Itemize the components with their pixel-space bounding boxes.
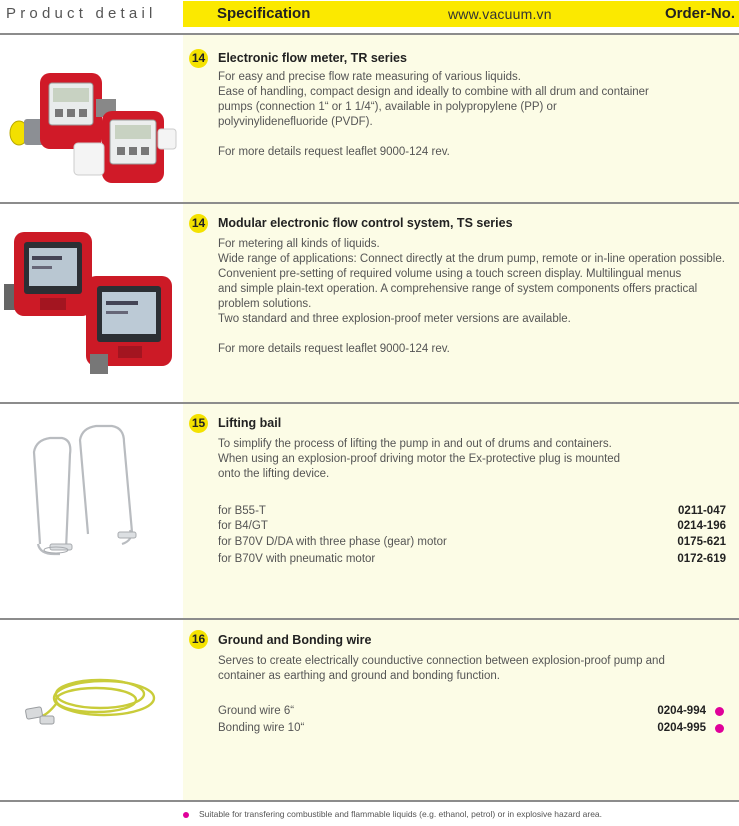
order-item-label: Ground wire 6“ [218,705,295,717]
description-line: For metering all kinds of liquids. [218,238,380,250]
tr-flow-meter-image [0,35,183,202]
description-line: onto the lifting device. [218,468,330,480]
section-body [183,204,739,402]
section-description [218,70,728,160]
section-title: Modular electronic flow control system, TS series [218,216,513,230]
order-item-label: Bonding wire 10“ [218,722,305,734]
order-number: 0204-994 [657,705,706,717]
order-number-label: Order-No. [664,5,735,22]
order-number: 0214-196 [677,520,726,532]
section-title: Lifting bail [218,416,282,430]
product-image-cell [0,620,183,800]
order-item-label: for B4/GT [218,520,268,532]
description-line: Ease of handling, compact design and ideally to combine with all drum and container [218,86,649,98]
section-title: Electronic flow meter, TR series [218,51,407,65]
hazard-dot-icon [715,724,724,733]
section-description [218,437,728,482]
product-image-cell [0,404,183,618]
order-item-label: for B70V D/DA with three phase (gear) motor [218,536,447,548]
description-line: Wide range of applications: Connect directly at the drum pump, remote or in-line operation possible. [218,253,725,265]
product-image-cell [0,204,183,402]
header-yellow-bar [183,1,739,27]
description-line: For easy and precise flow rate measuring of various liquids. [218,71,521,83]
hazard-dot-icon [183,812,189,818]
website-link[interactable]: www.vacuum.vn [448,6,552,22]
description-line: container as earthing and ground and bonding function. [218,670,500,682]
section-body [183,35,739,202]
product-detail-label: Product detail [6,5,157,22]
item-number-badge: 16 [189,630,208,649]
section-lifting-bail [0,404,739,618]
section-tr-flow-meter [0,35,739,202]
header-left-cell [0,0,183,28]
description-line: and simple plain-text operation. A comprehensive range of system components offers practical [218,283,698,295]
description-line: pumps (connection 1“ or 1 1/4“), available in polypropylene (PP) or [218,101,557,113]
ground-wire-image [0,620,183,800]
product-image-cell [0,35,183,202]
item-number-badge: 15 [189,414,208,433]
hazard-dot-icon [715,707,724,716]
section-body [183,620,739,800]
section-description [218,654,728,684]
footnote [0,804,739,826]
description-line: When using an explosion-proof driving motor the Ex-protective plug is mounted [218,453,621,465]
description-line: To simplify the process of lifting the pump in and out of drums and containers. [218,438,612,450]
order-number: 0175-621 [677,536,726,548]
footnote-text: Suitable for transfering combustible and flammable liquids (e.g. ethanol, petrol) or in explosive hazard area. [199,809,603,819]
section-description [218,237,728,357]
item-number-badge: 14 [189,214,208,233]
order-item-label: for B55-T [218,505,266,517]
item-number-badge: 14 [189,49,208,68]
section-title: Ground and Bonding wire [218,633,372,647]
page-header [0,0,739,28]
description-line: problem solutions. [218,298,312,310]
section-ts-flow-control [0,204,739,402]
ts-flow-control-image [0,204,183,402]
leaflet-reference: For more details request leaflet 9000-124 rev. [218,343,450,355]
leaflet-reference: For more details request leaflet 9000-124 rev. [218,146,450,158]
order-number: 0211-047 [678,505,726,517]
lifting-bail-image [0,404,183,618]
order-number: 0172-619 [677,553,726,565]
description-line [218,130,728,145]
description-line: polyvinylidenefluoride (PVDF). [218,116,373,128]
specification-label: Specification [217,5,311,22]
section-ground-bonding-wire [0,620,739,800]
description-line: Serves to create electrically counductive connection between explosion-proof pump and [218,655,665,667]
description-line: Two standard and three explosion-proof meter versions are available. [218,313,571,325]
order-number: 0204-995 [657,722,706,734]
section-divider [0,800,739,802]
order-item-label: for B70V with pneumatic motor [218,553,376,565]
section-body [183,404,739,618]
description-line: Convenient pre-setting of required volume using a touch screen display. Multilingual menus [218,268,682,280]
description-line [218,327,728,342]
